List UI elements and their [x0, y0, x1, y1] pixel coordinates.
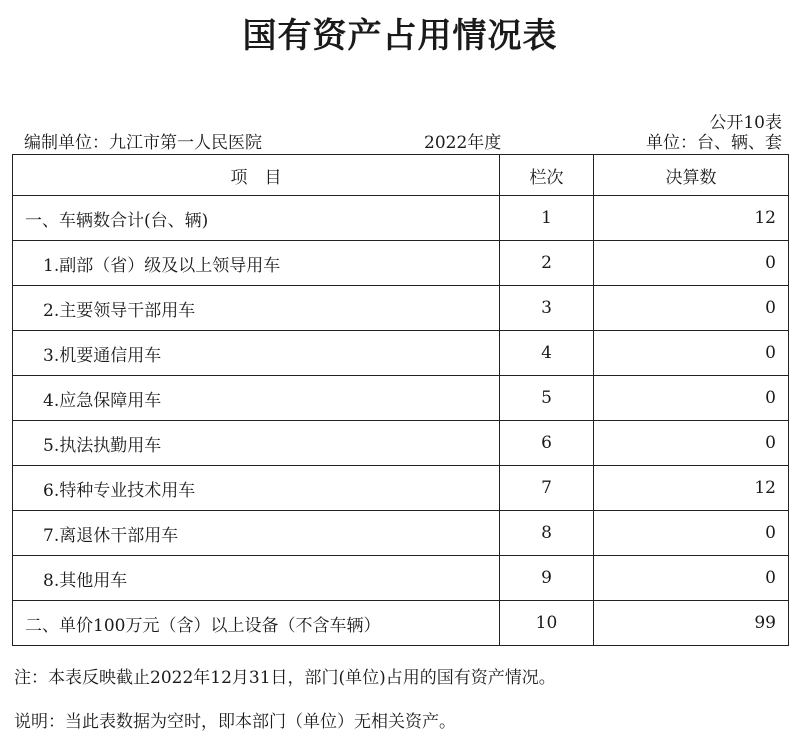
table-row — [13, 286, 789, 331]
row-seq: 9 — [500, 556, 594, 601]
table-row — [13, 196, 789, 241]
row-value: 12 — [594, 466, 789, 511]
row-value: 12 — [594, 196, 789, 241]
row-name: 4.应急保障用车 — [13, 376, 500, 421]
row-value: 0 — [594, 421, 789, 466]
table-row — [13, 466, 789, 511]
row-seq: 3 — [500, 286, 594, 331]
row-value: 0 — [594, 241, 789, 286]
table-row — [13, 331, 789, 376]
row-name: 1.副部（省）级及以上领导用车 — [13, 241, 500, 286]
table-header-row — [13, 155, 789, 196]
header-seq: 栏次 — [500, 155, 594, 196]
row-seq: 6 — [500, 421, 594, 466]
row-value: 0 — [594, 376, 789, 421]
row-seq: 4 — [500, 331, 594, 376]
header-value: 决算数 — [594, 155, 789, 196]
form-number: 公开10表 — [709, 113, 782, 133]
row-name: 8.其他用车 — [13, 556, 500, 601]
row-name: 7.离退休干部用车 — [13, 511, 500, 556]
table-row — [13, 511, 789, 556]
row-seq: 1 — [500, 196, 594, 241]
row-name: 2.主要领导干部用车 — [13, 286, 500, 331]
explanation-note: 说明：当此表数据为空时，即本部门（单位）无相关资产。 — [14, 712, 456, 732]
header-item: 项 目 — [13, 155, 500, 196]
table-meta — [24, 128, 782, 154]
table-row — [13, 421, 789, 466]
table-row — [13, 241, 789, 286]
page-title: 国有资产占用情况表 — [242, 16, 558, 56]
row-name: 一、车辆数合计(台、辆) — [13, 196, 500, 241]
row-value: 0 — [594, 556, 789, 601]
compiling-unit: 编制单位：九江市第一人民医院 — [24, 133, 262, 153]
row-name: 5.执法执勤用车 — [13, 421, 500, 466]
row-seq: 7 — [500, 466, 594, 511]
asset-table — [12, 154, 789, 646]
table-row — [13, 376, 789, 421]
measurement-unit: 单位：台、辆、套 — [646, 133, 782, 153]
row-value: 99 — [594, 601, 789, 646]
row-name: 3.机要通信用车 — [13, 331, 500, 376]
row-seq: 8 — [500, 511, 594, 556]
row-value: 0 — [594, 331, 789, 376]
fiscal-year: 2022年度 — [424, 133, 502, 153]
row-seq: 2 — [500, 241, 594, 286]
table-row — [13, 556, 789, 601]
row-value: 0 — [594, 511, 789, 556]
row-name: 6.特种专业技术用车 — [13, 466, 500, 511]
row-name: 二、单价100万元（含）以上设备（不含车辆） — [13, 601, 500, 646]
row-value: 0 — [594, 286, 789, 331]
row-seq: 5 — [500, 376, 594, 421]
table-row — [13, 601, 789, 646]
row-seq: 10 — [500, 601, 594, 646]
footnote: 注：本表反映截止2022年12月31日，部门(单位)占用的国有资产情况。 — [14, 668, 556, 688]
